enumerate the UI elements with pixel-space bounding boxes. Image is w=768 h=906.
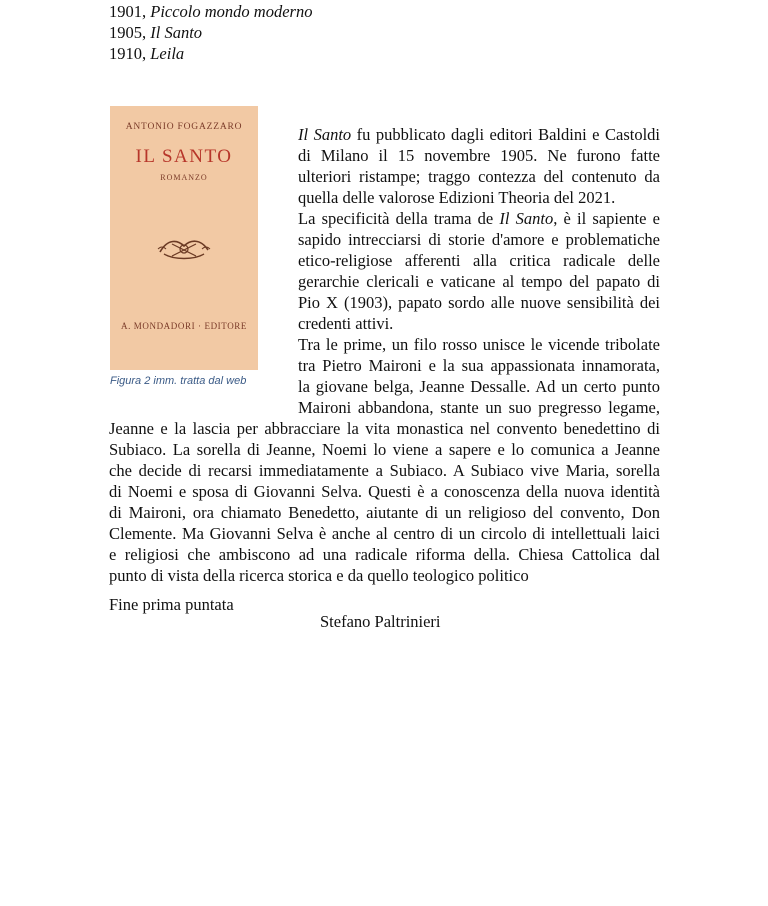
bibliography-year: 1910, [109, 44, 151, 63]
bibliography-list [109, 1, 312, 64]
text-line: di Maironi, ora chiamato Benedetto, aiutante di un religioso del convento, Don [109, 503, 660, 522]
text-fragment: La specificità della trama de [298, 209, 500, 228]
bibliography-title: Leila [150, 44, 185, 63]
text-line: gerarchie clericali e vaticane al tempo del papato di [298, 272, 660, 291]
text-line: e religiosi che ambiscono ad una radicale riforma della. Chiesa Cattolica dal [109, 545, 660, 564]
text-line [298, 124, 660, 145]
text-line: di Milano il 15 novembre 1905. Ne furono fatte [298, 146, 660, 165]
text-line [298, 208, 660, 229]
text-line: la giovane belga, Jeanne Dessalle. Ad un certo punto [298, 377, 660, 396]
book-title-italic: Il Santo [298, 125, 352, 144]
text-line: ulteriori ristampe; traggo contezza del contenuto da [298, 167, 660, 186]
text-line: Tra le prime, un filo rosso unisce le vicende tribolate [298, 335, 660, 354]
text-line: etico-religiose afferenti alla critica radicale delle [298, 251, 660, 270]
cover-author: ANTONIO FOGAZZARO [125, 122, 243, 132]
closing-note: Fine prima puntata [109, 595, 234, 614]
cover-emblem-icon [154, 230, 214, 264]
text-line: Subiaco. La sorella di Jeanne, Noemi lo viene a sapere e lo comunica a Jeanne [109, 440, 660, 459]
bibliography-item [109, 1, 312, 22]
bibliography-item [109, 22, 312, 43]
text-line: di Noemi e sposa di Giovanni Selva. Questi è a conoscenza della nuova identità [109, 482, 660, 501]
book-cover-image [110, 106, 258, 370]
cover-publisher: A. MONDADORI · EDITORE [120, 321, 248, 331]
book-title-italic: Il Santo [499, 209, 554, 228]
text-line: Clemente. Ma Giovanni Selva è anche al centro di un circolo di intellettuali laici [109, 524, 660, 543]
text-line: che decide di recarsi immediatamente a Subiaco. A Subiaco vive Maria, sorella [109, 461, 660, 480]
text-line: Pio X (1903), papato sordo alle nuove sensibilità dei [298, 293, 660, 312]
bibliography-year: 1905, [109, 23, 151, 42]
text-line: punto di vista della ricerca storica e da quello teologico politico [109, 566, 529, 585]
text-line: tra Pietro Maironi e la sua appassionata innamorata, [298, 356, 660, 375]
text-line: sapido intrecciarsi di storie d'amore e problematiche [298, 230, 660, 249]
text-line: quella delle valorose Edizioni Theoria del 2021. [298, 188, 616, 207]
author-signature: Stefano Paltrinieri [320, 612, 441, 631]
text-line: Maironi abbandona, stante un suo pregresso legame, [298, 398, 660, 417]
cover-subtitle: ROMANZO [160, 173, 208, 182]
bibliography-title: Il Santo [150, 23, 203, 42]
bibliography-year: 1901, [109, 2, 151, 21]
text-fragment: , è il sapiente e [553, 209, 660, 228]
bibliography-title: Piccolo mondo moderno [150, 2, 313, 21]
text-fragment: fu pubblicato dagli editori Baldini e Castoldi [351, 125, 660, 144]
text-line: credenti attivi. [298, 314, 394, 333]
bibliography-item [109, 43, 312, 64]
cover-title: IL SANTO [135, 146, 233, 167]
text-line: Jeanne e la lascia per abbracciare la vita monastica nel convento benedettino di [109, 419, 660, 438]
figure-caption: Figura 2 imm. tratta dal web [110, 375, 247, 387]
